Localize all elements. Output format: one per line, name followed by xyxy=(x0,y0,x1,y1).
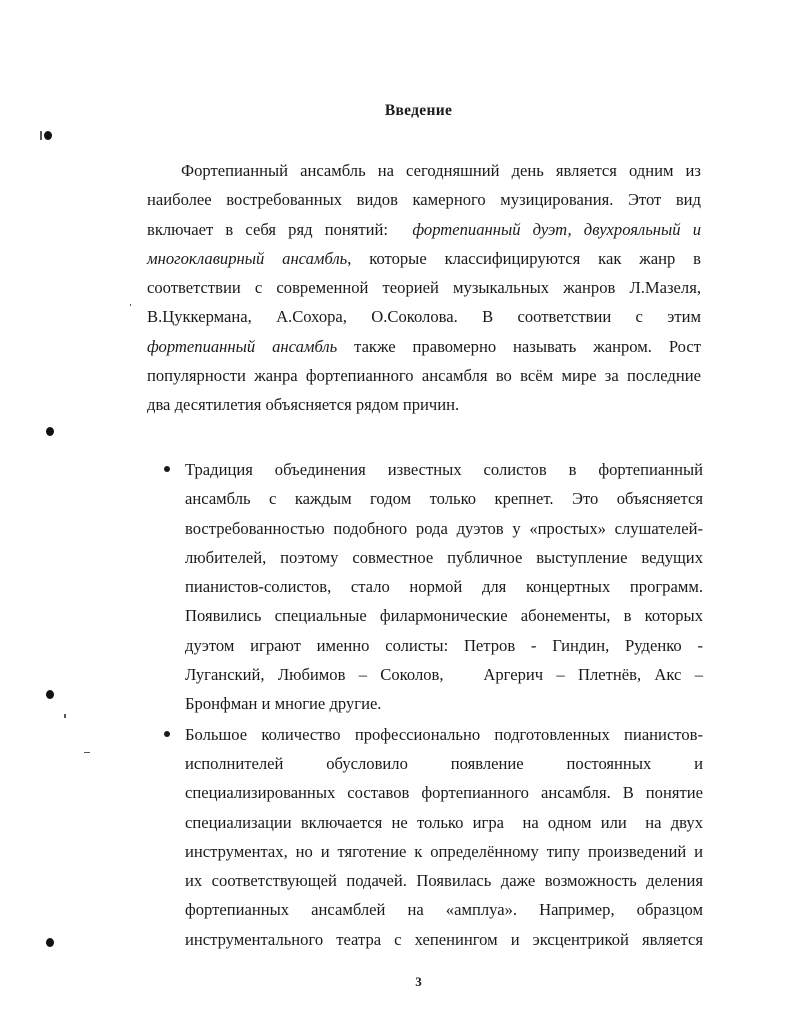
scan-speck xyxy=(84,752,90,753)
scan-mark-dot xyxy=(46,427,54,436)
scan-speck xyxy=(64,714,66,718)
bullet-line: Луганский, Любимов – Соколов, Аргерич – Плетнёв, Акс – xyxy=(185,665,703,685)
italic-term: многоклавирный ансамбль xyxy=(147,248,348,268)
bullet-line: ансамбль с каждым годом только крепнет. Это объясняется xyxy=(185,489,703,509)
bullet-line: Появились специальные филармонические абонементы, в которых xyxy=(185,606,703,626)
page-number: 3 xyxy=(415,974,422,989)
bullet-line: инструментального театра с хепенингом и эксцентрикой является xyxy=(185,929,703,949)
bullet-line: их соответствующей подачей. Появилась даже возможность деления xyxy=(185,871,703,891)
italic-term: фортепианный ансамбль xyxy=(147,336,338,356)
bullet-line: пианистов-солистов, стало нормой для концертных программ. xyxy=(185,577,703,597)
bullet-line: специализации включается не только игра на одном или на двух xyxy=(185,812,703,832)
intro-line: соответствии с современной теорией музыкальных жанров Л.Мазеля, xyxy=(147,278,701,298)
italic-term: фортепианный дуэт, двухрояльный и xyxy=(412,219,702,239)
bullet-line: Традиция объединения известных солистов в фортепианный xyxy=(185,460,703,479)
scan-mark-dot xyxy=(46,938,54,947)
bullet-line: Бронфман и многие другие. xyxy=(185,694,382,714)
scan-speck xyxy=(130,304,131,306)
bullet-icon xyxy=(164,731,170,737)
bullet-line: специализированных составов фортепианного ансамбля. В понятие xyxy=(185,783,703,803)
bullet-line: инструментах, но и тяготение к определённому типу произведений и xyxy=(185,841,703,861)
intro-line: включает в себя ряд понятий: фортепианный дуэт, двухрояльный и xyxy=(147,219,702,239)
scan-mark-top xyxy=(40,131,42,140)
bullet-line: фортепианных ансамблей на «амплуа». Например, образцом xyxy=(185,900,703,920)
bullet-item xyxy=(185,720,703,954)
intro-line: популярности жанра фортепианного ансамбля во всём мире за последние xyxy=(147,366,701,386)
bullet-line: дуэтом играют именно солисты: Петров - Гиндин, Руденко - xyxy=(185,635,703,655)
intro-line: многоклавирный ансамбль, которые классифицируются как жанр в xyxy=(147,248,701,268)
intro-paragraph xyxy=(147,156,701,420)
scan-mark-dot xyxy=(46,690,54,699)
intro-line: наиболее востребованных видов камерного музицирования. Этот вид xyxy=(147,190,701,210)
bullet-line: востребованностью подобного рода дуэтов у «простых» слушателей- xyxy=(185,518,703,538)
intro-line: Фортепианный ансамбль на сегодняшний день является одним из xyxy=(181,161,701,180)
bullet-line: исполнителей обусловило появление постоянных и xyxy=(185,753,703,773)
bullet-list xyxy=(185,455,703,954)
scan-mark-top-dot xyxy=(44,131,52,140)
bullet-icon xyxy=(164,466,170,472)
intro-line: два десятилетия объясняется рядом причин. xyxy=(147,395,460,415)
bullet-line: любителей, поэтому совместное публичное выступление ведущих xyxy=(185,547,703,567)
intro-line: В.Цуккермана, А.Сохора, О.Соколова. В соответствии с этим xyxy=(147,307,701,327)
intro-line: фортепианный ансамбль также правомерно называть жанром. Рост xyxy=(147,336,701,356)
bullet-item xyxy=(185,455,703,719)
section-heading: Введение xyxy=(384,102,453,119)
bullet-line: Большое количество профессионально подготовленных пианистов- xyxy=(185,724,703,744)
